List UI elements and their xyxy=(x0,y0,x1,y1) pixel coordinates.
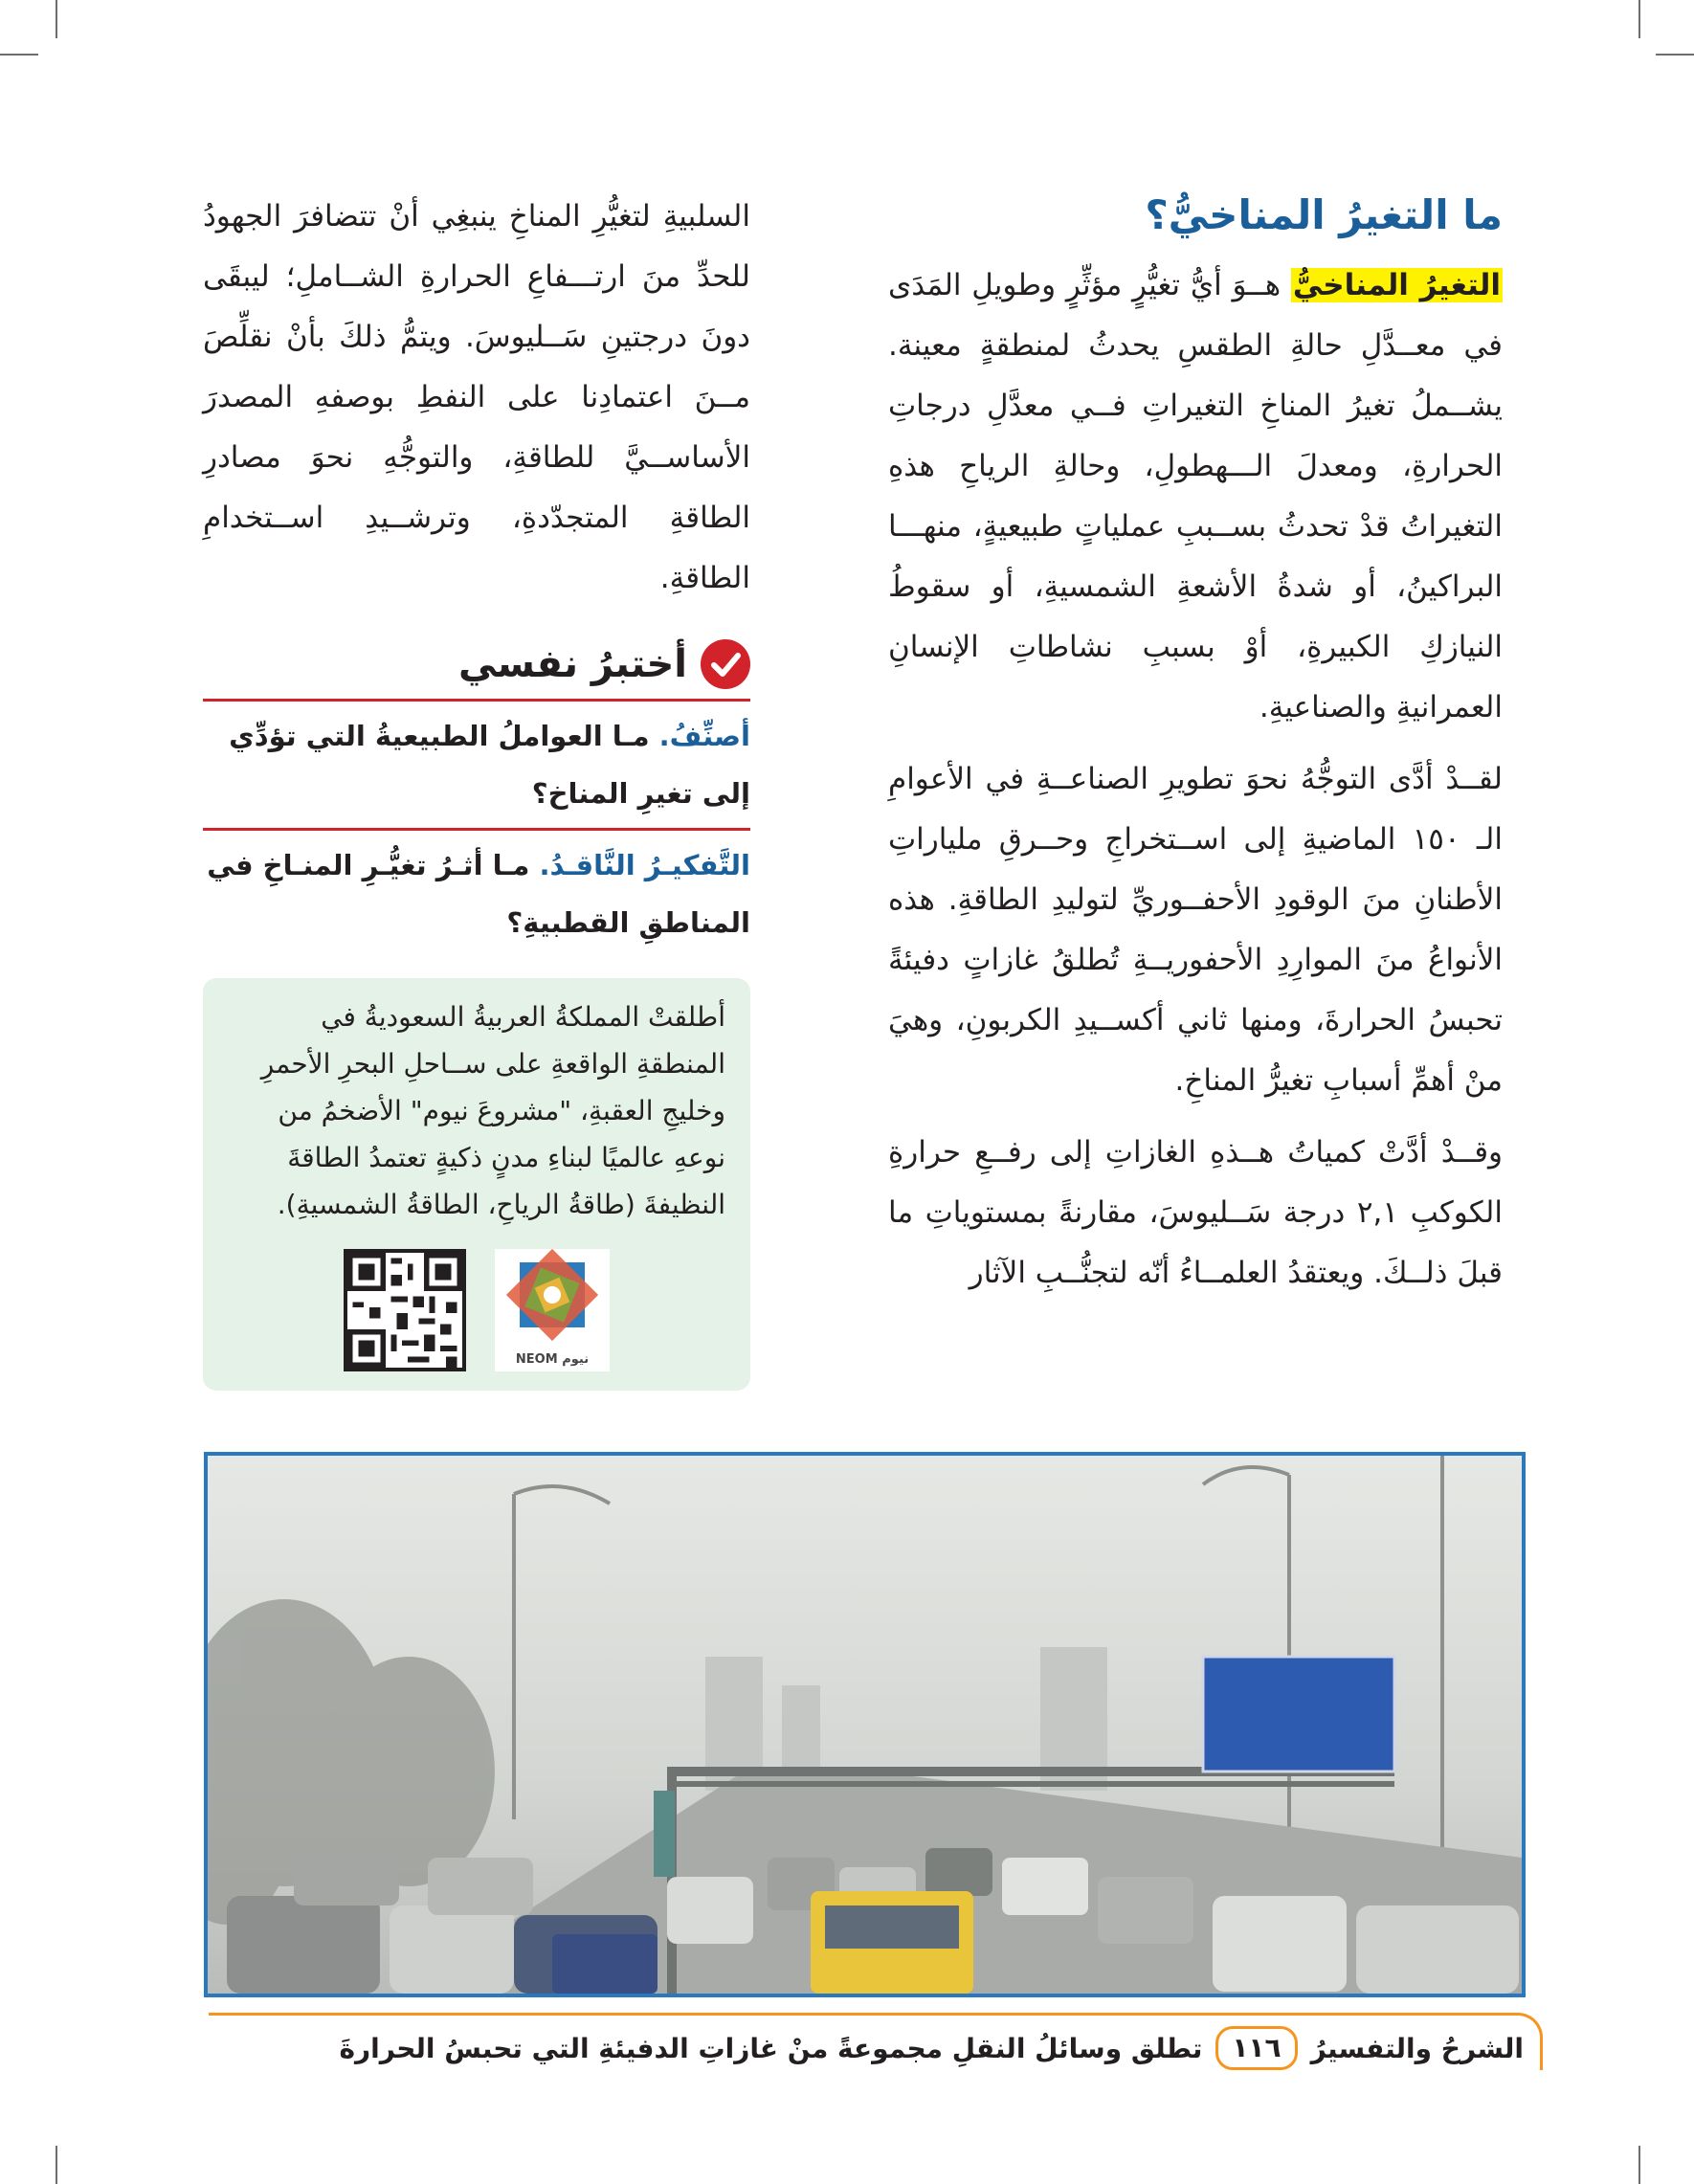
question-text: مـا أثـرُ تغيُّـرِ المنـاخِ في المناطقِ القطبيةِ؟ xyxy=(207,849,750,939)
question-text: مـا العواملُ الطبيعيةُ التي تؤدِّي إلى تغيرِ المناخ؟ xyxy=(229,720,750,810)
crop-mark xyxy=(1638,0,1640,38)
crop-mark xyxy=(56,2146,57,2184)
definition-text: هــوَ أيُّ تغيُّرٍ مؤثِّرٍ وطويلِ المَدَى في معــدَّلِ حالةِ الطقسِ يحدثُ لمنطقةٍ معينة. يشــملُ تغيرُ المناخِ التغيراتِ فــي معدَّلِ درجاتِ الحرارةِ، ومعدلَ الـــهطولِ، وحالةِ الرياحِ هذهِ التغيراتُ قدْ تحدثُ بســببِ عملياتٍ طبيعيةٍ، منهـــا البراكينُ، أو شدةُ الأشعةِ الشمسيةِ، أو سقوطُ النيازكِ الكبيرةِ، أوْ بسببِ نشاطاتِ الإنسانِ العمرانيةِ والصناعيةِ. xyxy=(888,268,1503,724)
question-classify xyxy=(203,699,750,828)
self-test-header xyxy=(203,635,750,693)
photo-caption: تطلق وسائلُ النقلِ مجموعةً منْ غازاتِ الدفيئةِ التي تحبسُ الحرارةَ xyxy=(339,2032,1203,2064)
section-title: ما التغيرُ المناخيُّ؟ xyxy=(1145,191,1503,238)
paragraph-industry: لقــدْ أدَّى التوجُّهُ نحوَ تطويرِ الصناعــةِ في الأعوامِ الـ ١٥٠ الماضيةِ إلى اســتخراجِ وحــرقِ ملياراتِ الأطنانِ منَ الوقودِ الأحفــوريِّ لتوليدِ الطاقةِ. هذه الأنواعُ منَ الموارِدِ الأحفوريــةِ تُطلقُ غازاتٍ دفيئةً تحبسُ الحرارةَ، ومنها ثاني أكســيدِ الكربونِ، وهيَ منْ أهمِّ أسبابِ تغيرُّ المناخِ. xyxy=(888,762,1503,1098)
footer-section-label: الشرحُ والتفسيرُ xyxy=(1310,2032,1524,2064)
crop-mark xyxy=(1656,54,1694,56)
right-column xyxy=(888,187,1503,1315)
paragraph-definition xyxy=(888,256,1503,738)
qr-code-icon[interactable] xyxy=(344,1249,466,1371)
question-keyword: أصنِّفُ. xyxy=(658,720,750,752)
logo-row xyxy=(228,1249,725,1371)
self-test-title: أختبرُ نفسي xyxy=(458,642,687,686)
neom-logo xyxy=(495,1249,610,1371)
neom-logo-text: NEOM نيوم xyxy=(515,1352,590,1367)
crop-mark xyxy=(0,54,38,56)
footer-content xyxy=(340,2026,1524,2070)
left-column xyxy=(203,187,750,1391)
traffic-smog-photo xyxy=(204,1452,1526,1997)
neom-text: أطلقتْ المملكةُ العربيةُ السعوديةُ في المنطقةِ الواقعةِ على ســاحلِ البحرِ الأحمرِ وخليجِ العقبةِ، "مشروعَ نيوم" الأضخمُ من نوعهِ عالميًا لبناءِ مدنٍ ذكيةٍ تعتمدُ الطاقةَ النظيفةَ (طاقةُ الرياحِ، الطاقةُ الشمسيةِ). xyxy=(260,1001,725,1220)
neom-info-box xyxy=(203,978,750,1391)
checkmark-icon xyxy=(701,639,750,689)
highlighted-term: التغيرُ المناخيُّ xyxy=(1292,268,1501,302)
paragraph-continued: السلبيةِ لتغيُّرِ المناخِ ينبغِي أنْ تتضافرَ الجهودُ للحدِّ منَ ارتـــفاعِ الحرارةِ الشــاملِ؛ ليبقَى دونَ درجتينِ سَــليوسَ. ويتمُّ ذلكَ بأنْ نقلِّصَ مــنَ اعتمادِنا على النفطِ بوصفهِ المصدرَ الأساســيَّ للطاقةِ، والتوجُّهِ نحوَ مصادرِ الطاقةِ المتجدّدةِ، وترشــيدِ اســتخدامِ الطاقةِ. xyxy=(203,199,750,595)
paragraph-temperature: وقــدْ أدَّتْ كمياتُ هــذهِ الغازاتِ إلى رفــعِ حرارةِ الكوكبِ ٢,١ درجة سَــليوسَ، مقارنةً بمستوياتِ ما قبلَ ذلــكَ. ويعتقدُ العلمــاءُ أنّه لتجنُّــبِ الآثار xyxy=(888,1135,1503,1290)
question-keyword: التَّفكيـرُ النَّاقـدُ. xyxy=(539,849,750,881)
question-critical-thinking xyxy=(203,828,750,957)
crop-mark xyxy=(56,0,57,38)
footer-bar xyxy=(209,2013,1543,2072)
crop-mark xyxy=(1638,2146,1640,2184)
page-number: ١١٦ xyxy=(1215,2026,1297,2070)
